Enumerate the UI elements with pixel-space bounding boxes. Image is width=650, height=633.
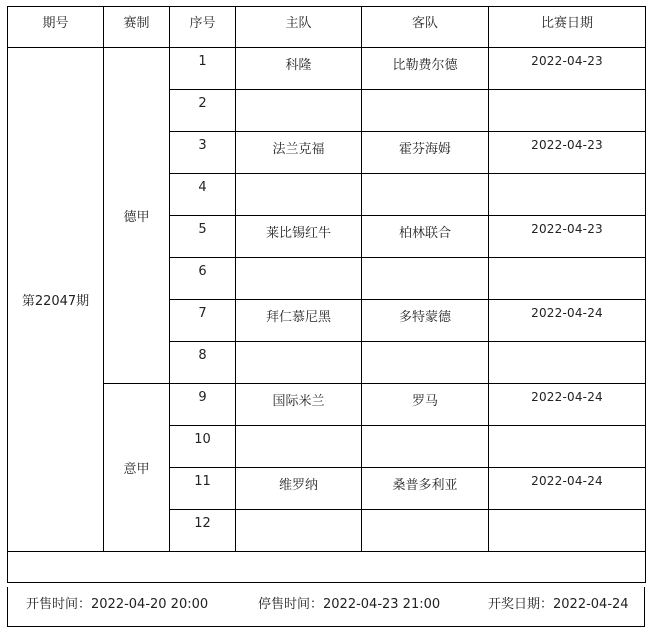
blank-cell	[8, 552, 646, 583]
schedule-table	[7, 6, 646, 583]
home-team	[236, 426, 362, 468]
home-team	[236, 342, 362, 384]
league-cell-serie-a: 意甲	[104, 384, 170, 552]
away-team: 比勒费尔德	[362, 48, 489, 90]
away-team	[362, 90, 489, 132]
row-number: 1	[170, 48, 236, 90]
away-team: 桑普多利亚	[362, 468, 489, 510]
home-team	[236, 510, 362, 552]
row-number: 5	[170, 216, 236, 258]
match-date: 2022-04-23	[489, 48, 646, 90]
header-number: 序号	[170, 7, 236, 48]
sale-start-time: 开售时间：2022-04-20 20:00	[26, 597, 209, 612]
home-team	[236, 174, 362, 216]
away-team	[362, 510, 489, 552]
table-row	[8, 384, 646, 426]
blank-row	[8, 552, 646, 583]
header-away-team: 客队	[362, 7, 489, 48]
match-date: 2022-04-23	[489, 216, 646, 258]
away-team	[362, 258, 489, 300]
home-team: 法兰克福	[236, 132, 362, 174]
home-team: 莱比锡红牛	[236, 216, 362, 258]
header-row	[8, 7, 646, 48]
sale-stop-time: 停售时间：2022-04-23 21:00	[258, 597, 441, 612]
match-date	[489, 258, 646, 300]
match-date	[489, 174, 646, 216]
row-number: 8	[170, 342, 236, 384]
match-date	[489, 342, 646, 384]
issue-cell: 第22047期	[8, 48, 104, 552]
row-number: 9	[170, 384, 236, 426]
league-cell-bundesliga: 德甲	[104, 48, 170, 384]
header-match-date: 比赛日期	[489, 7, 646, 48]
sale-info-footer	[7, 587, 645, 627]
match-date	[489, 90, 646, 132]
away-team	[362, 342, 489, 384]
row-number: 12	[170, 510, 236, 552]
row-number: 7	[170, 300, 236, 342]
row-number: 3	[170, 132, 236, 174]
away-team: 罗马	[362, 384, 489, 426]
match-date	[489, 510, 646, 552]
match-date	[489, 426, 646, 468]
home-team	[236, 258, 362, 300]
header-format: 赛制	[104, 7, 170, 48]
table-row	[8, 48, 646, 90]
match-date: 2022-04-24	[489, 468, 646, 510]
home-team	[236, 90, 362, 132]
home-team: 科隆	[236, 48, 362, 90]
away-team	[362, 174, 489, 216]
away-team: 柏林联合	[362, 216, 489, 258]
row-number: 10	[170, 426, 236, 468]
away-team: 霍芬海姆	[362, 132, 489, 174]
home-team: 维罗纳	[236, 468, 362, 510]
home-team: 拜仁慕尼黑	[236, 300, 362, 342]
row-number: 2	[170, 90, 236, 132]
row-number: 4	[170, 174, 236, 216]
row-number: 11	[170, 468, 236, 510]
match-date: 2022-04-24	[489, 384, 646, 426]
row-number: 6	[170, 258, 236, 300]
away-team: 多特蒙德	[362, 300, 489, 342]
away-team	[362, 426, 489, 468]
draw-date: 开奖日期：2022-04-24	[488, 597, 629, 612]
header-issue: 期号	[8, 7, 104, 48]
home-team: 国际米兰	[236, 384, 362, 426]
match-date: 2022-04-24	[489, 300, 646, 342]
header-home-team: 主队	[236, 7, 362, 48]
match-date: 2022-04-23	[489, 132, 646, 174]
